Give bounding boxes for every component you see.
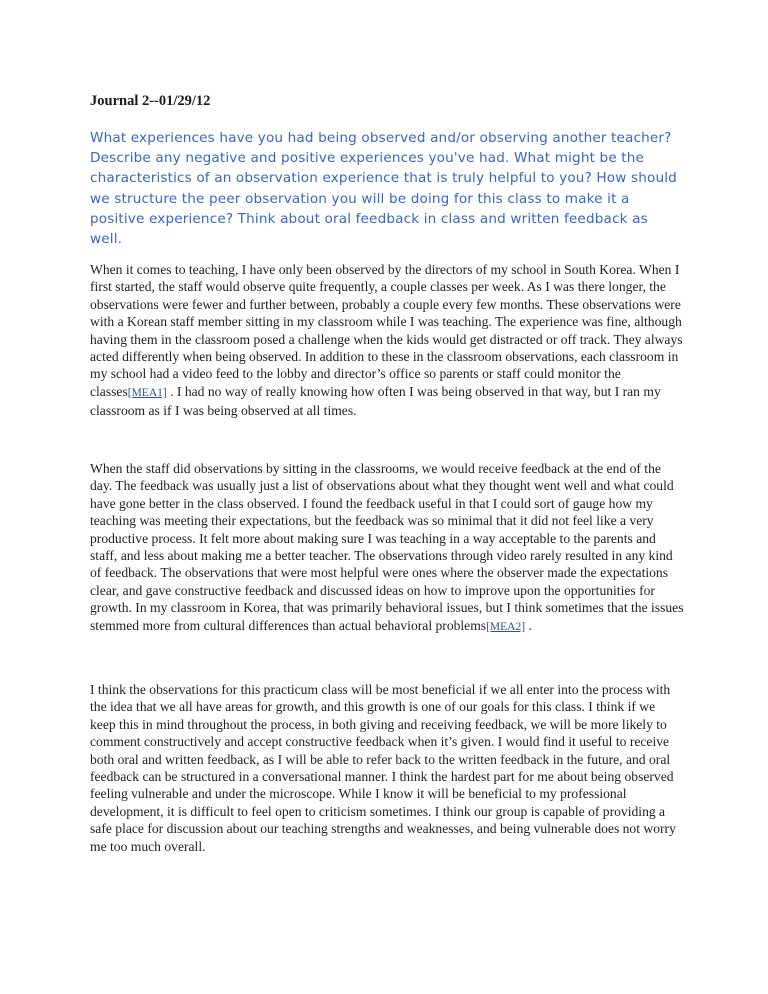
paragraph-1: [90, 261, 684, 420]
journal-title: Journal 2--01/29/12: [90, 93, 211, 109]
paragraph-2-text: When the staff did observations by sitting in the classrooms, we would receive feedback at the end of the day. The feedback was usually just a list of observations about what they thought went well and what could have gone better in the class observed. I found the feedback useful in that I could sort of gauge how my teaching was meeting their expectations, but the feedback was so minimal that it did not feel like a very productive process. It felt more about making sure I was teaching in a way acceptable to the parents and staff, and less about making me a better teacher. The observations through video rarely resulted in any kind of feedback. The observations that were most helpful were ones where the observer made the expectations clear, and gave constructive feedback and discussed ideas on how to improve upon the opportunities for growth. In my classroom in Korea, that was primarily behavioral issues, but I think sometimes that the issues stemmed more from cultural differences than actual behavioral problems: [90, 461, 684, 633]
paragraph-3-text: I think the observations for this practicum class will be most beneficial if we all enter into the process with the idea that we all have areas for growth, and this growth is one of our goals for this class. I think if we keep this in mind throughout the process, in both giving and receiving feedback, we will be more likely to comment constructively and accept constructive feedback when it’s given. I would find it useful to receive both oral and written feedback, as I will be able to refer back to the written feedback in the future, and oral feedback can be structured in a conversational manner. I think the hardest part for me about being observed feeling vulnerable and under the microscope. While I know it will be beneficial to my professional development, it is difficult to feel open to criticism sometimes. I think our group is capable of providing a safe place for discussion about our teaching strengths and weaknesses, and being vulnerable does not worry me too much overall.: [90, 682, 676, 854]
comment-link-mea2[interactable]: [MEA2]: [486, 620, 526, 633]
document-page: [90, 0, 690, 994]
paragraph-2-tail: .: [525, 617, 532, 633]
paragraph-2: [90, 460, 684, 636]
paragraph-1-tail: . I had no way of really knowing how often I was being observed in that way, but I ran my classroom as if I was being observed at all times.: [90, 383, 661, 419]
comment-link-mea1[interactable]: [MEA1]: [127, 386, 167, 399]
journal-prompt: What experiences have you had being observed and/or observing another teacher? Describe any negative and positive experiences you've had. What might be the characteristics of an observation experience that is truly helpful to you? How should we structure the peer observation you will be doing for this class to make it a positive experience? Think about oral feedback in class and written feedback as well.: [90, 130, 677, 248]
paragraph-1-text: When it comes to teaching, I have only been observed by the directors of my school in South Korea. When I first started, the staff would observe quite frequently, a couple classes per week. As I was there longer, the observations were fewer and further between, probably a couple every few months. These observations were with a Korean staff member sitting in my classroom while I was teaching. The experience was fine, although having them in the classroom posed a challenge when the kids would get distracted or off track. They always acted differently when being observed. In addition to these in the classroom observations, each classroom in my school had a video feed to the lobby and director’s office so parents or staff could monitor the classes: [90, 262, 683, 399]
paragraph-3: [90, 681, 684, 855]
